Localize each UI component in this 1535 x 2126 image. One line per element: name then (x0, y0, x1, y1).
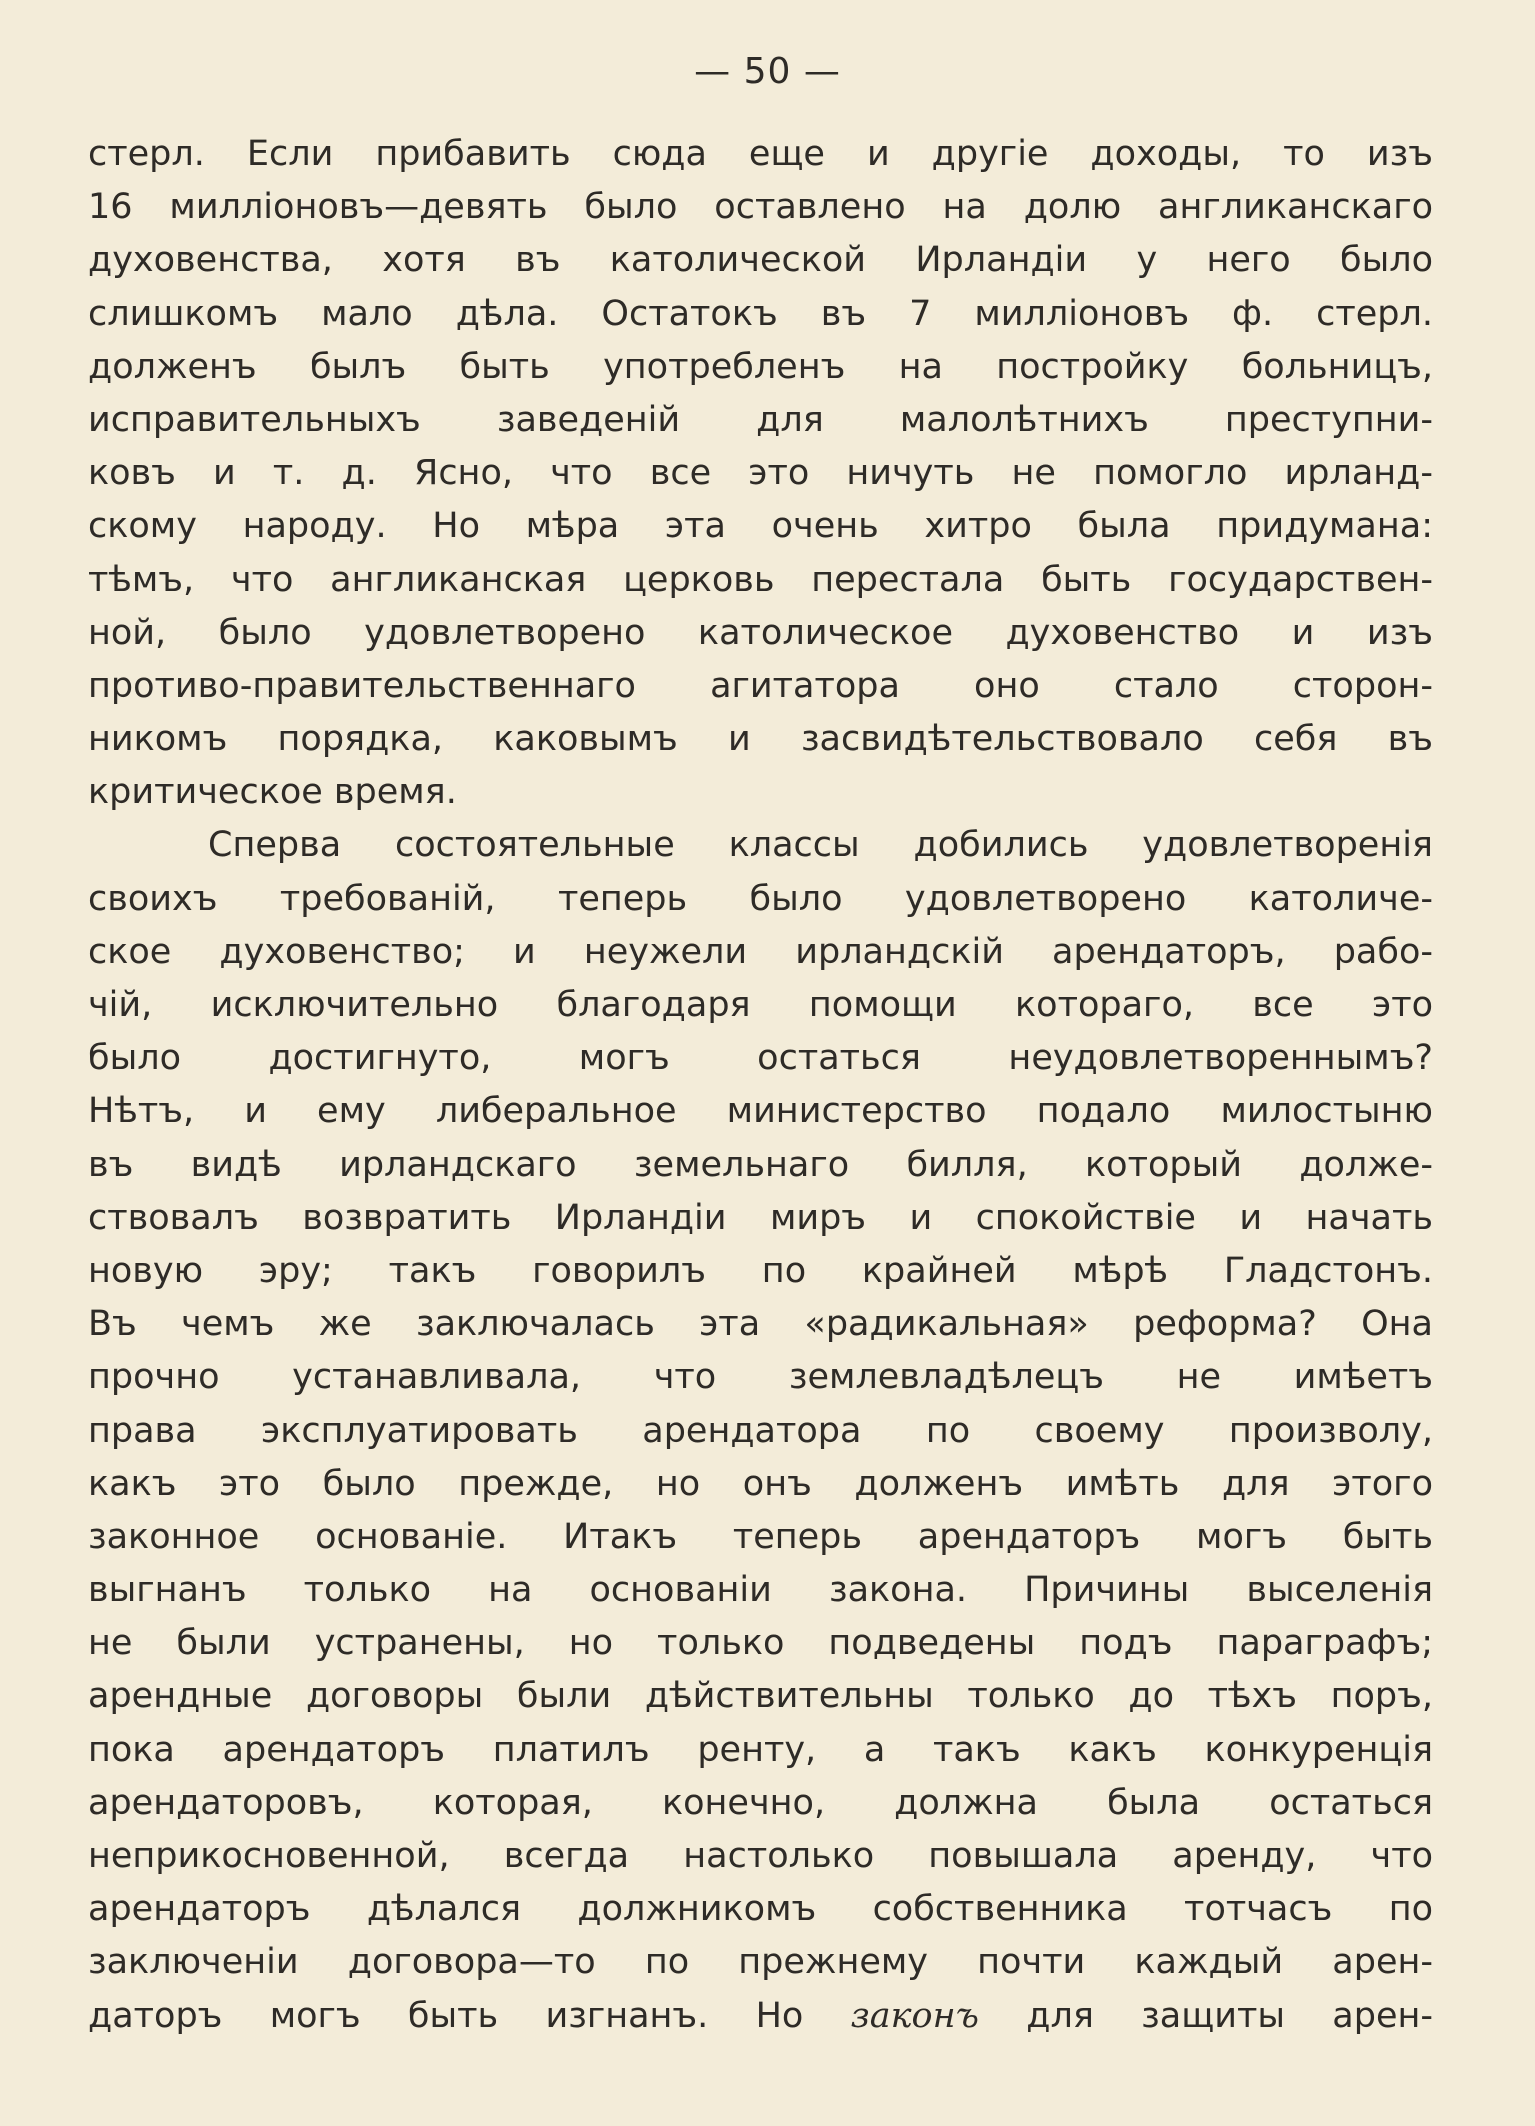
text-line: долженъ былъ быть употребленъ на постройку больницъ, (88, 346, 1433, 387)
text-line: чій, исключительно благодаря помощи котораго, все это (88, 985, 1433, 1025)
text-line: права эксплуатировать арендатора по своему произволу, (88, 1410, 1433, 1451)
text-segment: даторъ могъ быть изгнанъ. Но (88, 1995, 851, 2036)
text-line: Сперва состоятельные классы добились удовлетворенія (208, 825, 1433, 866)
italic-word: законъ (850, 1995, 979, 2036)
text-line: заключеніи договора—то по прежнему почти каждый арен- (88, 1942, 1433, 1983)
text-line: неприкосновенной, всегда настолько повышала аренду, что (88, 1836, 1433, 1876)
text-line: духовенства, хотя въ католической Ирландіи у него было (88, 240, 1433, 281)
text-line: исправительныхъ заведеній для малолѣтнихъ преступни- (88, 399, 1433, 440)
text-line: скому народу. Но мѣра эта очень хитро была придумана: (88, 506, 1433, 547)
text-line: своихъ требованій, теперь было удовлетворено католиче- (88, 878, 1433, 919)
text-line: не были устранены, но только подведены подъ параграфъ; (88, 1623, 1433, 1664)
text-line: было достигнуто, могъ остаться неудовлетвореннымъ? (88, 1038, 1433, 1079)
text-line: противо-правительственнаго агитатора оно стало сторон- (88, 665, 1433, 706)
body-text (88, 128, 1433, 2043)
text-line: Нѣтъ, и ему либеральное министерство подало милостыню (88, 1091, 1433, 1132)
text-line: ское духовенство; и неужели ирландскій арендаторъ, рабо- (88, 931, 1433, 972)
text-line: тѣмъ, что англиканская церковь перестала быть государствен- (88, 559, 1433, 600)
text-line: арендаторовъ, которая, конечно, должна была остаться (88, 1782, 1433, 1823)
text-line: Въ чемъ же заключалась эта «радикальная» реформа? Она (88, 1304, 1433, 1345)
page-number: — 50 — (694, 51, 841, 92)
text-line: въ видѣ ирландскаго земельнаго билля, который долже- (88, 1144, 1433, 1185)
text-line: ной, было удовлетворено католическое духовенство и изъ (88, 612, 1433, 653)
text-line: выгнанъ только на основаніи закона. Причины выселенія (88, 1570, 1433, 1611)
paragraph-1 (88, 128, 1433, 819)
text-line: слишкомъ мало дѣла. Остатокъ въ 7 милліоновъ ф. стерл. (88, 293, 1433, 334)
text-line: новую эру; такъ говорилъ по крайней мѣрѣ Гладстонъ. (88, 1250, 1433, 1291)
paragraph-2 (88, 819, 1433, 2042)
text-line: стерл. Если прибавить сюда еще и другіе доходы, то изъ (88, 134, 1433, 174)
text-line: критическое время. (88, 772, 457, 813)
text-line: ковъ и т. д. Ясно, что все это ничуть не помогло ирланд- (88, 453, 1433, 494)
text-segment: для защиты арен- (978, 1995, 1433, 2036)
text-line: ствовалъ возвратить Ирландіи миръ и спокойствіе и начать (88, 1197, 1433, 1238)
text-line (88, 1990, 1433, 2043)
text-line: какъ это было прежде, но онъ долженъ имѣть для этого (88, 1463, 1433, 1504)
text-line: никомъ порядка, каковымъ и засвидѣтельствовало себя въ (88, 719, 1433, 760)
text-line: арендаторъ дѣлался должникомъ собственника тотчасъ по (88, 1889, 1433, 1930)
text-line: пока арендаторъ платилъ ренту, а такъ какъ конкуренція (88, 1729, 1433, 1770)
text-line: арендные договоры были дѣйствительны только до тѣхъ поръ, (88, 1676, 1433, 1717)
text-line: законное основаніе. Итакъ теперь арендаторъ могъ быть (88, 1516, 1433, 1557)
text-line: прочно устанавливала, что землевладѣлецъ не имѣетъ (88, 1357, 1433, 1398)
text-line: 16 милліоновъ—девять было оставлено на долю англиканскаго (88, 187, 1433, 228)
